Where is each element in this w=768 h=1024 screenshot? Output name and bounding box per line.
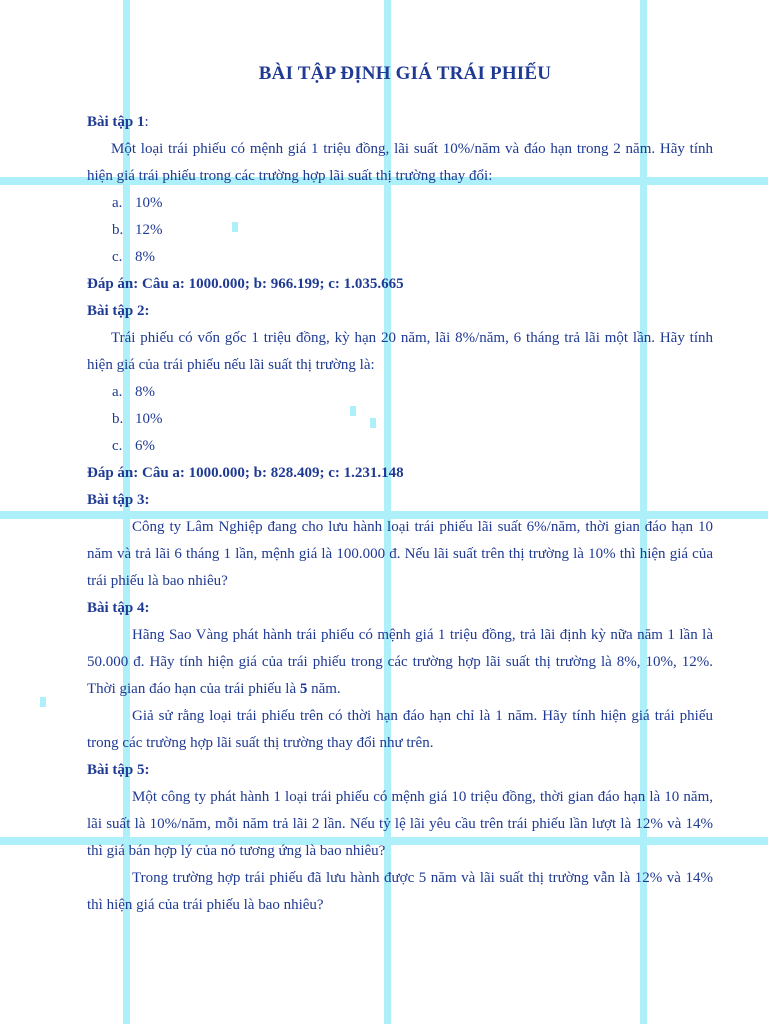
exercise-2-text: Trái phiếu có vốn gốc 1 triệu đồng, kỳ hạn 20 năm, lãi 8%/năm, 6 tháng trả lãi một lần. Hãy tính hiện giá của trái phiếu nếu lãi suất thị trường là: xyxy=(87,330,713,373)
exercise-4-heading: Bài tập 4: xyxy=(87,600,150,616)
list-item: a. 10% xyxy=(112,195,163,211)
exercise-2-options xyxy=(87,379,713,460)
grid-speck xyxy=(40,697,46,707)
exercise-1-answer: Đáp án: Câu a: 1000.000; b: 966.199; c: 1.035.665 xyxy=(87,276,404,292)
list-item: b. 12% xyxy=(112,222,163,238)
exercise-5-heading: Bài tập 5: xyxy=(87,762,150,778)
list-item: c. 8% xyxy=(112,249,155,265)
exercise-1-options xyxy=(87,190,713,271)
exercise-2-heading: Bài tập 2: xyxy=(87,303,150,319)
exercise-4-text-1: Hãng Sao Vàng phát hành trái phiếu có mệnh giá 1 triệu đồng, trả lãi định kỳ nữa năm 1 lần là 50.000 đ. Hãy tính hiện giá của trái phiếu trong các trường hợp lãi suất thị trường là 8%, 10%, 12%. Thời gian đáo hạn của trái phiếu là 5 năm. xyxy=(87,627,713,697)
list-item: b. 10% xyxy=(112,411,163,427)
list-item: c. 6% xyxy=(112,438,155,454)
exercise-4-text-2: Giả sử rằng loại trái phiếu trên có thời hạn đáo hạn chỉ là 1 năm. Hãy tính hiện giá trái phiếu trong các trường hợp lãi suất thị trường thay đổi như trên. xyxy=(87,708,713,751)
exercise-2-answer: Đáp án: Câu a: 1000.000; b: 828.409; c: 1.231.148 xyxy=(87,465,404,481)
exercise-1-colon: : xyxy=(144,114,149,130)
exercise-3-text: Công ty Lâm Nghiệp đang cho lưu hành loại trái phiếu lãi suất 6%/năm, thời gian đáo hạn 10 năm và trả lãi 6 tháng 1 lần, mệnh giá là 100.000 đ. Nếu lãi suất trên thị trường là 10% thì hiện giá của trái phiếu là bao nhiêu? xyxy=(87,519,713,589)
exercise-3-heading: Bài tập 3: xyxy=(87,492,150,508)
exercise-5-text-2: Trong trường hợp trái phiếu đã lưu hành được 5 năm và lãi suất thị trường vẫn là 12% và 14% thì hiện giá của trái phiếu là bao nhiêu? xyxy=(87,870,713,913)
exercise-5-text-1: Một công ty phát hành 1 loại trái phiếu có mệnh giá 10 triệu đồng, thời gian đáo hạn là 10 năm, lãi suất là 10%/năm, mỗi năm trả lãi 2 lần. Nếu tỷ lệ lãi yêu cầu trên trái phiếu lần lượt là 12% và 14% thì giá bán hợp lý của nó tương ứng là bao nhiêu? xyxy=(87,789,713,859)
document-body xyxy=(87,60,713,919)
exercise-1-heading: Bài tập 1 xyxy=(87,114,145,130)
exercise-1-text: Một loại trái phiếu có mệnh giá 1 triệu đồng, lãi suất 10%/năm và đáo hạn trong 2 năm. Hãy tính hiện giá trái phiếu trong các trường hợp lãi suất thị trường thay đổi: xyxy=(87,141,713,184)
list-item: a. 8% xyxy=(112,384,155,400)
page-title: BÀI TẬP ĐỊNH GIÁ TRÁI PHIẾU xyxy=(258,63,552,84)
